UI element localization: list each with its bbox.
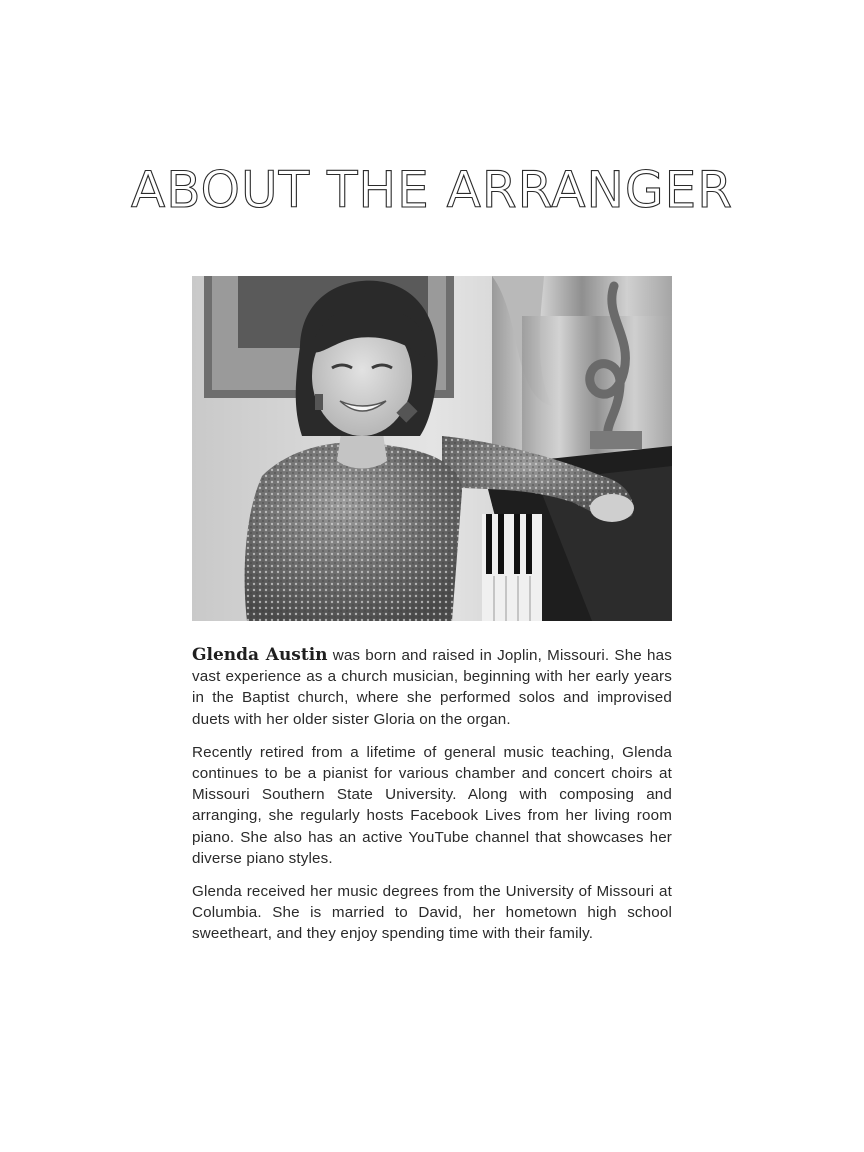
arranger-name: Glenda Austin — [192, 645, 328, 665]
arranger-bio — [192, 645, 672, 957]
arranger-photo — [192, 276, 672, 621]
bio-paragraph-1-text: was born and raised in Joplin, Missouri. She has vast experience as a church musician, beginning with her early years in the Baptist church, where she performed solos and improvised duets with her older sister Gloria on the organ. — [192, 647, 672, 728]
bio-paragraph-2: Recently retired from a lifetime of general music teaching, Glenda continues to be a pianist for various chamber and concert choirs at Missouri Southern State University. Along with composing and arranging, she regularly hosts Facebook Lives from her living room piano. She also has an active YouTube channel that showcases her diverse piano styles. — [192, 743, 672, 867]
page-title-text: ABOUT THE ARRANGER — [131, 161, 733, 219]
arranger-photo-illustration — [192, 276, 672, 621]
page-title — [0, 160, 864, 220]
bio-paragraph-3: Glenda received her music degrees from the University of Missouri at Columbia. She is married to David, her hometown high school sweetheart, and they enjoy spending time with their family. — [192, 883, 672, 943]
bio-paragraph-1 — [192, 645, 672, 730]
